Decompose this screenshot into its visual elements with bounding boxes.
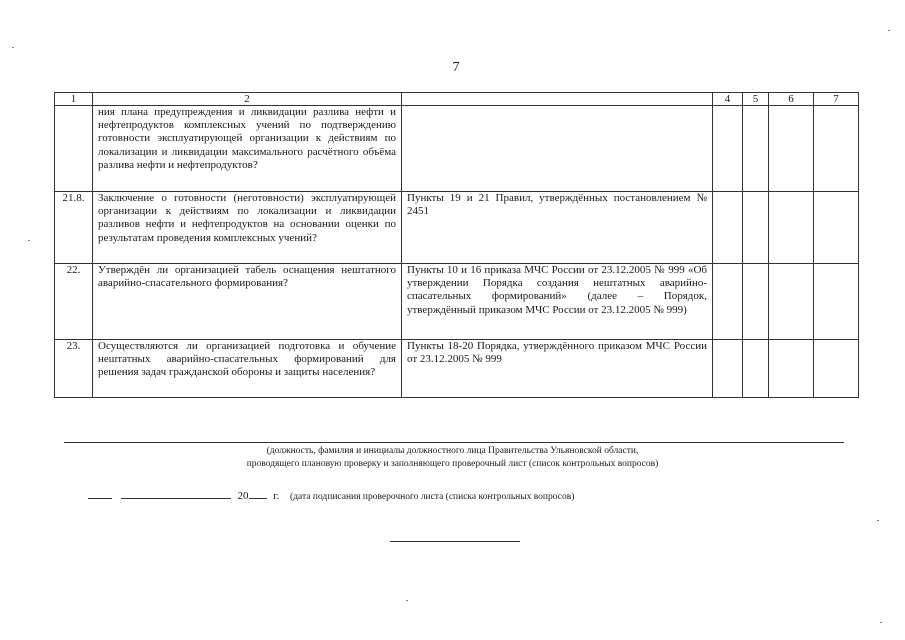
- date-day-blank[interactable]: [88, 487, 112, 499]
- header-cell: 2: [93, 93, 402, 106]
- table-row: [55, 340, 859, 398]
- question-text: ния плана предупреждения и ликвидации разлива нефти и нефтепродуктов комплексных учений по подтверждению готовности эксплуатирующей организации к действиям по локализации и ликвидации максимального расчётного объёма разлива нефти и нефтепродуктов?: [93, 106, 402, 192]
- answer-cell[interactable]: [814, 264, 859, 340]
- header-cell: 6: [769, 93, 814, 106]
- scan-speck: [877, 520, 879, 521]
- scan-speck: [12, 47, 14, 48]
- table-header-row: [55, 93, 859, 106]
- year-suffix: г.: [273, 490, 280, 502]
- short-divider-line: [390, 541, 520, 542]
- answer-cell[interactable]: [769, 106, 814, 192]
- answer-cell[interactable]: [743, 264, 769, 340]
- item-number: 21.8.: [55, 192, 93, 264]
- answer-cell[interactable]: [713, 340, 743, 398]
- year-prefix: 20: [237, 490, 249, 502]
- table-row: [55, 192, 859, 264]
- date-year-blank[interactable]: [249, 487, 267, 499]
- signature-caption-line2: проводящего плановую проверку и заполняющего проверочный лист (список контрольных вопросов): [246, 459, 659, 469]
- answer-cell[interactable]: [743, 340, 769, 398]
- question-text: Утверждён ли организацией табель оснащения нештатного аварийно-спасательного формирования?: [93, 264, 402, 340]
- answer-cell[interactable]: [713, 264, 743, 340]
- scan-speck: [888, 30, 890, 31]
- signature-caption-line1: (должность, фамилия и инициалы должностного лица Правительства Ульяновской области,: [266, 446, 639, 456]
- header-cell: 5: [743, 93, 769, 106]
- scan-speck: [406, 600, 408, 601]
- item-number: 22.: [55, 264, 93, 340]
- legal-reference: Пункты 19 и 21 Правил, утверждённых постановлением № 2451: [402, 192, 713, 264]
- date-caption: (дата подписания проверочного листа (списка контрольных вопросов): [290, 492, 575, 502]
- answer-cell[interactable]: [814, 340, 859, 398]
- answer-cell[interactable]: [814, 106, 859, 192]
- header-cell: 1: [55, 93, 93, 106]
- answer-cell[interactable]: [769, 340, 814, 398]
- table-row: [55, 264, 859, 340]
- table-row: [55, 106, 859, 192]
- question-text: Заключение о готовности (неготовности) эксплуатирующей организации к действиям по локализации и ликвидации разливов нефти и нефтепродуктов на основании оценки по результатам проведения комплексных учений?: [93, 192, 402, 264]
- answer-cell[interactable]: [769, 192, 814, 264]
- answer-cell[interactable]: [743, 192, 769, 264]
- checklist-table: [54, 92, 859, 398]
- signing-date-row: [88, 487, 574, 502]
- answer-cell[interactable]: [713, 106, 743, 192]
- answer-cell[interactable]: [713, 192, 743, 264]
- item-number: 23.: [55, 340, 93, 398]
- date-month-blank[interactable]: [121, 487, 231, 499]
- signature-line[interactable]: [64, 442, 844, 443]
- header-cell: 7: [814, 93, 859, 106]
- scan-speck: [880, 622, 882, 623]
- scan-speck: [28, 240, 30, 241]
- legal-reference: Пункты 18-20 Порядка, утверждённого приказом МЧС России от 23.12.2005 № 999: [402, 340, 713, 398]
- header-cell: 4: [713, 93, 743, 106]
- question-text: Осуществляются ли организацией подготовка и обучение нештатных аварийно-спасательных формирований для решения задач гражданской обороны и защиты населения?: [93, 340, 402, 398]
- legal-reference: Пункты 10 и 16 приказа МЧС России от 23.12.2005 № 999 «Об утверждении Порядка создания нештатных аварийно-спасательных формирований» (далее – Порядок, утверждённый приказом МЧС России от 23.12.2005 № 999): [402, 264, 713, 340]
- answer-cell[interactable]: [814, 192, 859, 264]
- header-cell: [402, 93, 713, 106]
- legal-reference: [402, 106, 713, 192]
- answer-cell[interactable]: [769, 264, 814, 340]
- page-number: 7: [452, 60, 460, 75]
- item-number: [55, 106, 93, 192]
- answer-cell[interactable]: [743, 106, 769, 192]
